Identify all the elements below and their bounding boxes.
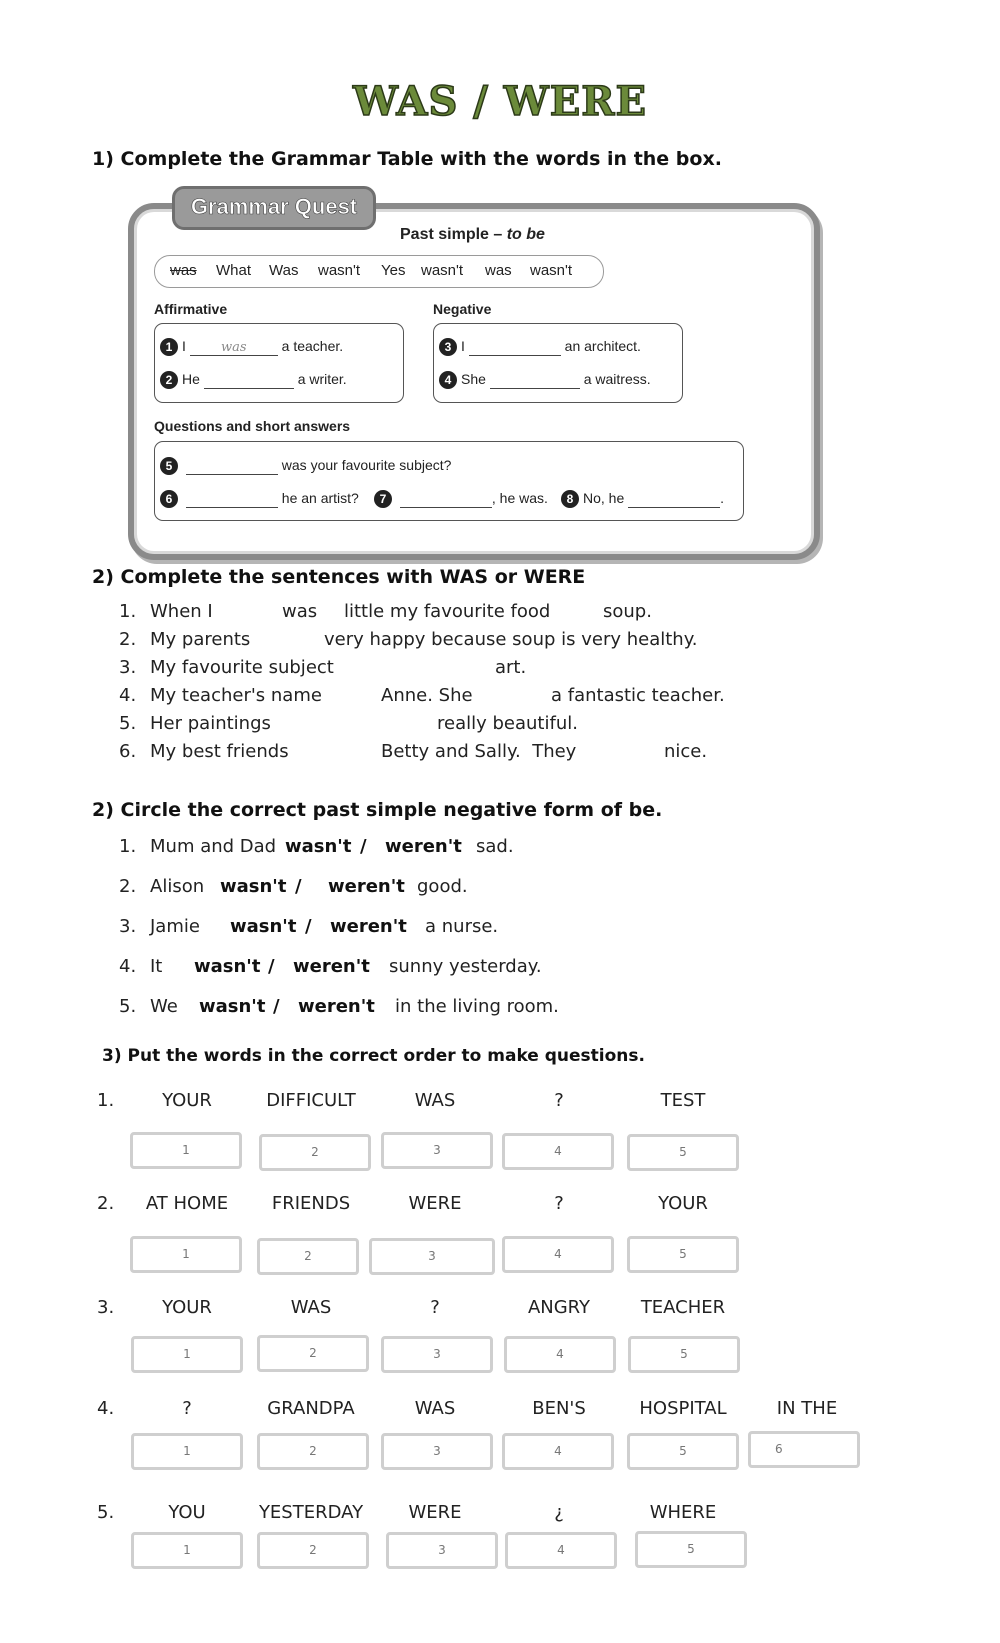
sentence-number: 6. [119, 741, 137, 762]
questions-box [154, 441, 744, 521]
answer-blank[interactable] [190, 338, 278, 356]
gq-item-4 [439, 371, 651, 389]
answer-slot[interactable]: 4 [504, 1336, 616, 1373]
row-number: 3. [97, 1297, 115, 1318]
row-number: 1. [97, 1090, 115, 1111]
gq-item-5 [160, 457, 451, 475]
answer-slot[interactable]: 2 [257, 1238, 359, 1275]
answer-blank[interactable] [490, 374, 580, 389]
row-number: 4. [97, 1398, 115, 1419]
sentence-part: Betty and Sally. They [381, 741, 577, 762]
item-text: He [182, 371, 200, 387]
answer-slot[interactable]: 3 [386, 1532, 498, 1569]
scrambled-word[interactable]: HOSPITAL [639, 1398, 727, 1419]
section2-heading: 2) Complete the sentences with WAS or WERE [92, 566, 586, 588]
scrambled-word[interactable]: ? [554, 1090, 564, 1111]
answer-slot[interactable]: 4 [505, 1532, 617, 1569]
sentence-number: 2. [119, 629, 137, 650]
word-box-item: was [170, 262, 197, 279]
scrambled-word[interactable]: WHERE [649, 1502, 717, 1523]
item-text: She [461, 371, 486, 387]
gq-item-3 [439, 338, 641, 356]
subtitle-plain: Past simple – [400, 226, 507, 243]
scrambled-word[interactable]: WERE [408, 1193, 462, 1214]
item-number-badge: 6 [160, 490, 178, 508]
section4-heading: 3) Put the words in the correct order to make questions. [102, 1046, 645, 1066]
answer-slot[interactable]: 6 [748, 1431, 860, 1468]
scrambled-word[interactable]: WAS [414, 1398, 456, 1419]
scrambled-word[interactable]: DIFFICULT [266, 1090, 356, 1111]
word-box-item: Was [269, 262, 299, 279]
option-wasnt[interactable]: wasn't [199, 996, 266, 1017]
item-number: 4. [119, 956, 137, 977]
answer-slot[interactable]: 4 [502, 1433, 614, 1470]
option-separator: / [305, 916, 312, 937]
word-box-item: wasn't [530, 262, 573, 279]
word-box-item: wasn't [421, 262, 464, 279]
item-number-badge: 3 [439, 338, 457, 356]
sentence-part: art. [495, 657, 527, 678]
answer-slot[interactable]: 2 [257, 1433, 369, 1470]
sentence-number: 1. [119, 601, 137, 622]
item-number: 3. [119, 916, 137, 937]
answer-slot[interactable]: 1 [131, 1336, 243, 1373]
subtitle-italic: to be [506, 226, 545, 243]
answer-blank[interactable] [469, 341, 561, 356]
scrambled-word[interactable]: WERE [408, 1502, 462, 1523]
item-text: he an artist? [281, 490, 359, 506]
answer-slot[interactable]: 3 [381, 1433, 493, 1470]
gq-item-2 [160, 371, 347, 389]
answer-slot[interactable]: 5 [627, 1433, 739, 1470]
gq-item-7 [374, 490, 548, 508]
answer-blank[interactable] [186, 493, 278, 508]
negative-box [433, 323, 683, 403]
item-rest: in the living room. [395, 996, 559, 1017]
sentence-number: 5. [119, 713, 137, 734]
answer-slot[interactable]: 3 [381, 1132, 493, 1169]
affirmative-box [154, 323, 404, 403]
scrambled-word[interactable]: ¿ [554, 1502, 564, 1523]
item-subject: Mum and Dad [150, 836, 277, 857]
gq-item-8 [561, 490, 724, 508]
item-number-badge: 2 [160, 371, 178, 389]
item-text: , he was. [491, 490, 548, 506]
scrambled-word[interactable]: GRANDPA [267, 1398, 355, 1419]
option-werent[interactable]: weren't [330, 916, 407, 937]
answer-blank[interactable] [628, 493, 720, 508]
scrambled-word[interactable]: TEACHER [640, 1297, 726, 1318]
sentence-part: When I [150, 601, 213, 622]
item-rest: sunny yesterday. [389, 956, 542, 977]
item-text: I [461, 338, 465, 354]
sentence-answer[interactable]: was [282, 601, 318, 622]
item-number: 2. [119, 876, 137, 897]
option-separator: / [273, 996, 280, 1017]
item-text: an architect. [564, 338, 641, 354]
word-box-item: What [216, 262, 252, 279]
item-number-badge: 7 [374, 490, 392, 508]
answer-blank[interactable] [400, 493, 492, 508]
questions-label: Questions and short answers [154, 418, 351, 434]
item-text: I [182, 338, 186, 354]
item-number: 5. [119, 996, 137, 1017]
item-rest: sad. [476, 836, 514, 857]
word-box [154, 255, 604, 288]
row-number: 2. [97, 1193, 115, 1214]
option-separator: / [295, 876, 302, 897]
sentence-number: 4. [119, 685, 137, 706]
scrambled-word[interactable]: YOUR [162, 1297, 212, 1318]
option-separator: / [360, 836, 367, 857]
section1-heading: 1) Complete the Grammar Table with the words in the box. [92, 148, 722, 170]
gq-item-6 [160, 490, 359, 508]
option-wasnt[interactable]: wasn't [230, 916, 297, 937]
worksheet-title: WAS / WERE [353, 78, 647, 125]
item-text: a teacher. [281, 338, 344, 354]
sentence-part: My best friends [150, 741, 289, 762]
sentence-part: My favourite subject [150, 657, 334, 678]
grammar-quest-subtitle [400, 226, 545, 244]
answer-slot[interactable]: 2 [259, 1134, 371, 1171]
word-box-item: Yes [381, 262, 406, 279]
option-wasnt[interactable]: wasn't [285, 836, 352, 857]
answer-slot[interactable]: 1 [130, 1236, 242, 1273]
item-rest: a nurse. [425, 916, 499, 937]
scrambled-word[interactable]: IN THE [776, 1398, 838, 1419]
sentence-part: My parents [150, 629, 251, 650]
scrambled-word[interactable]: ? [554, 1193, 564, 1214]
item-subject: Jamie [150, 916, 200, 937]
scrambled-word[interactable]: FRIENDS [271, 1193, 351, 1214]
sentence-part: very happy because soup is very healthy. [324, 629, 698, 650]
answer-slot[interactable]: 4 [502, 1236, 614, 1273]
option-werent[interactable]: weren't [298, 996, 375, 1017]
scrambled-word[interactable]: YESTERDAY [258, 1502, 364, 1523]
item-rest: good. [417, 876, 468, 897]
answer-slot[interactable]: 5 [635, 1531, 747, 1568]
sentence-part: Her paintings [150, 713, 271, 734]
scrambled-word[interactable]: ? [430, 1297, 440, 1318]
word-box-item: wasn't [318, 262, 361, 279]
answer-slot[interactable]: 2 [257, 1335, 369, 1372]
scrambled-word[interactable]: YOUR [162, 1090, 212, 1111]
scrambled-word[interactable]: YOU [168, 1502, 206, 1523]
answer-slot[interactable]: 1 [131, 1433, 243, 1470]
scrambled-word[interactable]: ? [182, 1398, 192, 1419]
sentence-part: nice. [664, 741, 708, 762]
answer-blank[interactable] [186, 460, 278, 475]
handwritten-answer: was [221, 340, 247, 356]
sentence-part: a fantastic teacher. [551, 685, 725, 706]
option-wasnt[interactable]: wasn't [194, 956, 261, 977]
item-number: 1. [119, 836, 137, 857]
affirmative-label: Affirmative [154, 301, 228, 317]
answer-slot[interactable]: 4 [502, 1133, 614, 1170]
item-text: . [720, 490, 725, 506]
sentence-part: My teacher's name [150, 685, 322, 706]
item-number-badge: 1 [160, 338, 178, 356]
answer-slot[interactable]: 1 [131, 1532, 243, 1569]
item-number-badge: 4 [439, 371, 457, 389]
item-subject: We [150, 996, 178, 1017]
option-werent[interactable]: weren't [328, 876, 405, 897]
scrambled-word[interactable]: ANGRY [527, 1297, 591, 1318]
section3-heading: 2) Circle the correct past simple negative form of be. [92, 799, 663, 821]
scrambled-word[interactable]: AT HOME [145, 1193, 229, 1214]
row-number: 5. [97, 1502, 115, 1523]
answer-blank[interactable] [204, 374, 294, 389]
item-number-badge: 8 [561, 490, 579, 508]
item-number-badge: 5 [160, 457, 178, 475]
sentence-number: 3. [119, 657, 137, 678]
answer-slot[interactable]: 5 [627, 1236, 739, 1273]
answer-slot[interactable]: 5 [628, 1336, 740, 1373]
scrambled-word[interactable]: WAS [290, 1297, 332, 1318]
item-text: a writer. [297, 371, 347, 387]
item-text: was your favourite subject? [281, 457, 452, 473]
scrambled-word[interactable]: TEST [660, 1090, 706, 1111]
option-werent[interactable]: weren't [385, 836, 462, 857]
word-box-item: was [485, 262, 512, 279]
scrambled-word[interactable]: BEN'S [532, 1398, 586, 1419]
answer-slot[interactable]: 2 [257, 1532, 369, 1569]
item-text: a waitress. [583, 371, 651, 387]
answer-slot[interactable]: 3 [369, 1238, 495, 1275]
option-werent[interactable]: weren't [293, 956, 370, 977]
item-text: No, he [583, 490, 625, 506]
sentence-part: soup. [603, 601, 652, 622]
sentence-part: really beautiful. [437, 713, 578, 734]
option-wasnt[interactable]: wasn't [220, 876, 287, 897]
gq-item-1 [160, 338, 343, 356]
answer-slot[interactable]: 1 [130, 1132, 242, 1169]
scrambled-word[interactable]: WAS [414, 1090, 456, 1111]
item-subject: It [150, 956, 163, 977]
item-subject: Alison [150, 876, 205, 897]
negative-label: Negative [433, 301, 492, 317]
sentence-part: little my favourite food [344, 601, 551, 622]
answer-slot[interactable]: 5 [627, 1134, 739, 1171]
sentence-part: Anne. She [381, 685, 473, 706]
grammar-quest-tab: Grammar Quest [172, 186, 376, 230]
answer-slot[interactable]: 3 [381, 1336, 493, 1373]
option-separator: / [268, 956, 275, 977]
scrambled-word[interactable]: YOUR [658, 1193, 708, 1214]
